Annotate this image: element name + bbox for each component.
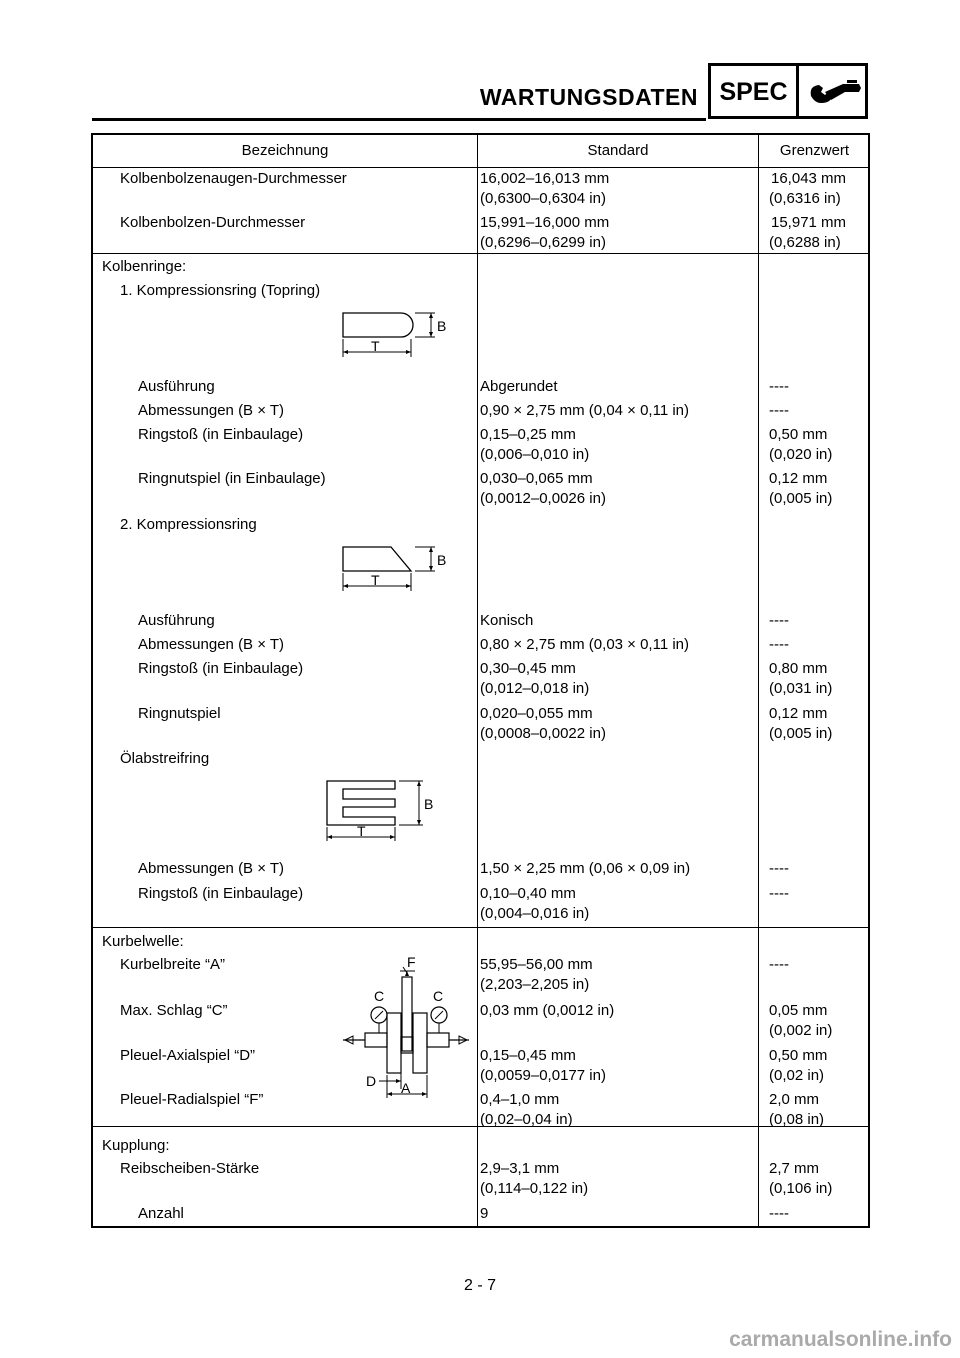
col-header-standard: Standard	[587, 142, 649, 159]
row-standard: 0,30–0,45 mm	[480, 660, 576, 677]
row-standard-in: (0,004–0,016 in)	[480, 905, 590, 922]
row-standard-in: (0,006–0,010 in)	[480, 446, 590, 463]
subsection-second-ring: 2. Kompressionsring	[120, 516, 257, 533]
row-name: Abmessungen (B × T)	[138, 402, 285, 419]
row-name: Pleuel-Axialspiel “D”	[120, 1047, 256, 1064]
row-limit-in: (0,005 in)	[769, 725, 833, 742]
row-limit: 0,50 mm	[769, 426, 828, 443]
label-c: C	[433, 988, 444, 1004]
row-name: Ausführung	[138, 378, 215, 395]
row-limit-in: (0,6288 in)	[769, 234, 841, 251]
row-limit: ----	[769, 402, 789, 419]
row-limit-in: (0,031 in)	[769, 680, 833, 697]
row-name: Reibscheiben-Stärke	[120, 1160, 260, 1177]
row-name: Pleuel-Radialspiel “F”	[120, 1091, 264, 1108]
header-rule-line	[93, 167, 868, 168]
row-name: Ringnutspiel (in Einbaulage)	[138, 470, 326, 487]
label-f: F	[407, 954, 416, 970]
row-standard-in: (0,02–0,04 in)	[480, 1111, 573, 1128]
section-rule-1	[93, 253, 868, 254]
row-standard: 0,80 × 2,75 mm (0,03 × 0,11 in)	[480, 636, 690, 653]
row-name: Abmessungen (B × T)	[138, 860, 285, 877]
spec-label: SPEC	[719, 78, 788, 106]
row-standard: 0,03 mm (0,0012 in)	[480, 1002, 615, 1019]
row-limit-in: (0,005 in)	[769, 490, 833, 507]
row-limit: 0,05 mm	[769, 1002, 828, 1019]
row-name: Ausführung	[138, 612, 215, 629]
row-standard: 0,15–0,25 mm	[480, 426, 576, 443]
row-limit-in: (0,6316 in)	[769, 190, 841, 207]
label-d: D	[366, 1073, 377, 1089]
row-name: Kolbenbolzenaugen-Durchmesser	[120, 170, 347, 187]
spec-divider	[796, 66, 799, 116]
wrench-icon	[807, 76, 863, 110]
col-divider-2	[758, 135, 759, 1226]
row-standard-in: (0,0008–0,0022 in)	[480, 725, 606, 742]
row-limit: 2,0 mm	[769, 1091, 820, 1108]
row-standard-in: (0,6300–0,6304 in)	[480, 190, 606, 207]
row-name: Kolbenbolzen-Durchmesser	[120, 214, 306, 231]
row-standard: 0,90 × 2,75 mm (0,04 × 0,11 in)	[480, 402, 690, 419]
section-heading-clutch: Kupplung:	[102, 1137, 170, 1154]
row-name: Kurbelbreite “A”	[120, 956, 226, 973]
row-limit: 2,7 mm	[769, 1160, 820, 1177]
row-standard-in: (0,0012–0,0026 in)	[480, 490, 606, 507]
row-limit: 16,043 mm	[771, 170, 847, 187]
row-standard: 15,991–16,000 mm	[480, 214, 610, 231]
row-standard-in: (0,0059–0,0177 in)	[480, 1067, 606, 1084]
row-standard-in: (0,6296–0,6299 in)	[480, 234, 606, 251]
top-ring-diagram	[337, 305, 457, 367]
row-standard: 2,9–3,1 mm	[480, 1160, 560, 1177]
row-standard: 0,4–1,0 mm	[480, 1091, 560, 1108]
section-rule-2	[93, 927, 868, 928]
row-limit-in: (0,002 in)	[769, 1022, 833, 1039]
section-heading-crank: Kurbelwelle:	[102, 933, 184, 950]
row-limit-in: (0,08 in)	[769, 1111, 825, 1128]
row-limit-in: (0,106 in)	[769, 1180, 833, 1197]
row-name: Anzahl	[138, 1205, 184, 1222]
page-number: 2 - 7	[463, 1277, 496, 1294]
row-standard-in: (0,012–0,018 in)	[480, 680, 590, 697]
section-heading-rings: Kolbenringe:	[102, 258, 187, 275]
row-standard: 0,15–0,45 mm	[480, 1047, 576, 1064]
second-ring-diagram	[337, 539, 457, 601]
row-limit: ----	[769, 860, 789, 877]
label-c: C	[374, 988, 385, 1004]
row-limit: ----	[769, 1205, 789, 1222]
label-t: T	[371, 338, 380, 354]
col-divider-1	[477, 135, 478, 1226]
row-standard: 9	[480, 1205, 489, 1222]
col-header-name: Bezeichnung	[241, 142, 329, 159]
row-name: Ringstoß (in Einbaulage)	[138, 885, 304, 902]
row-standard: 1,50 × 2,25 mm (0,06 × 0,09 in)	[480, 860, 691, 877]
row-limit: ----	[769, 956, 789, 973]
watermark: carmanualsonline.info	[729, 1328, 952, 1351]
row-limit: 0,80 mm	[769, 660, 828, 677]
row-limit: 15,971 mm	[771, 214, 847, 231]
header-rule	[92, 118, 706, 121]
spec-badge	[708, 63, 868, 119]
spec-table	[91, 133, 870, 1228]
row-limit: 0,12 mm	[769, 705, 828, 722]
row-name: Ringnutspiel	[138, 705, 221, 722]
row-limit: ----	[769, 885, 789, 902]
label-t: T	[371, 572, 380, 588]
subsection-top-ring: 1. Kompressionsring (Topring)	[120, 282, 321, 299]
row-standard: 55,95–56,00 mm	[480, 956, 593, 973]
label-a: A	[401, 1080, 411, 1096]
row-standard-in: (2,203–2,205 in)	[480, 976, 590, 993]
col-header-limit: Grenzwert	[779, 142, 850, 159]
row-standard: 0,020–0,055 mm	[480, 705, 593, 722]
row-standard: 16,002–16,013 mm	[480, 170, 610, 187]
crankshaft-diagram	[343, 953, 473, 1099]
row-limit-in: (0,02 in)	[769, 1067, 825, 1084]
row-standard-in: (0,114–0,122 in)	[480, 1180, 589, 1197]
row-name: Max. Schlag “C”	[120, 1002, 228, 1019]
row-limit: ----	[769, 378, 789, 395]
label-b: B	[424, 796, 434, 812]
page-title: WARTUNGSDATEN	[479, 84, 698, 110]
row-name: Ringstoß (in Einbaulage)	[138, 660, 304, 677]
row-limit-in: (0,020 in)	[769, 446, 833, 463]
row-name: Abmessungen (B × T)	[138, 636, 285, 653]
row-limit: 0,50 mm	[769, 1047, 828, 1064]
label-b: B	[437, 552, 447, 568]
row-limit: 0,12 mm	[769, 470, 828, 487]
label-t: T	[357, 823, 366, 839]
row-limit: ----	[769, 636, 789, 653]
row-standard: 0,030–0,065 mm	[480, 470, 593, 487]
row-name: Ringstoß (in Einbaulage)	[138, 426, 304, 443]
oil-ring-diagram	[323, 773, 453, 847]
row-limit: ----	[769, 612, 789, 629]
row-standard: 0,10–0,40 mm	[480, 885, 576, 902]
row-standard: Abgerundet	[480, 378, 558, 395]
subsection-oil-ring: Ölabstreifring	[120, 750, 210, 767]
row-standard: Konisch	[480, 612, 534, 629]
label-b: B	[437, 318, 447, 334]
